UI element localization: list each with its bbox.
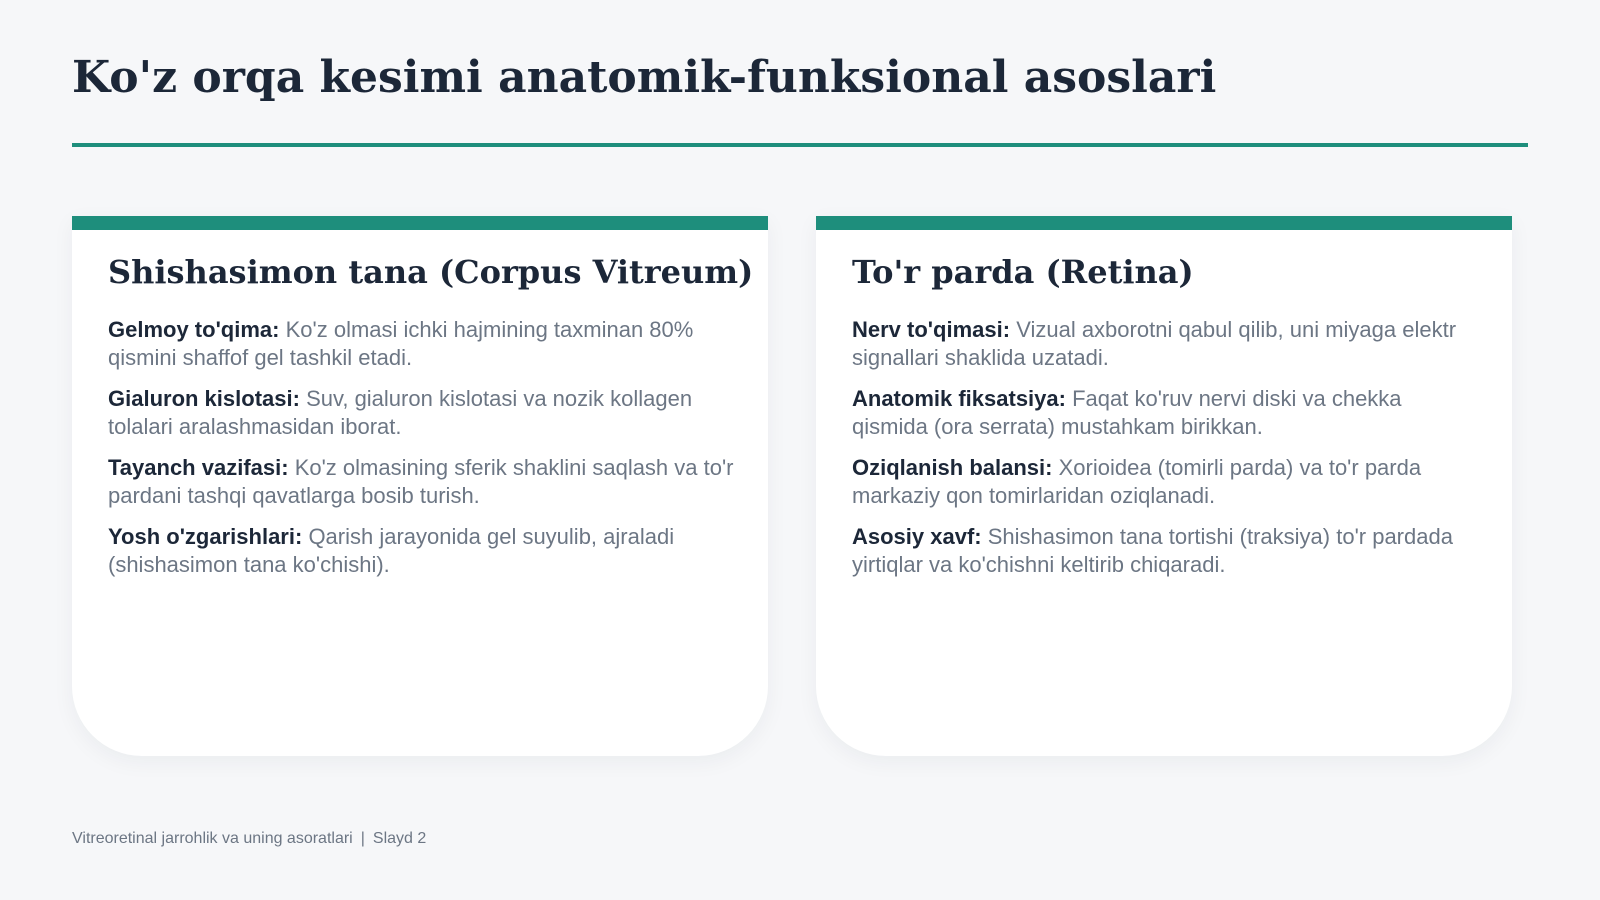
item-label: Yosh o'zgarishlari: <box>108 524 303 549</box>
list-item <box>852 454 1482 510</box>
item-label: Anatomik fiksatsiya: <box>852 386 1066 411</box>
slide-footer <box>72 828 426 850</box>
item-text: Xorioidea (tomirli parda) va to'r parda markaziy qon tomirlaridan oziqlanadi. <box>852 455 1422 508</box>
item-text: Ko'z olmasi ichki hajmining taxminan 80% qismini shaffof gel tashkil etadi. <box>108 317 694 370</box>
card-item-list <box>108 316 738 592</box>
item-text: Vizual axborotni qabul qilib, uni miyaga elektr signallari shaklida uzatadi. <box>852 317 1457 370</box>
title-divider <box>72 143 1528 147</box>
item-text: Faqat ko'ruv nervi diski va chekka qismida (ora serrata) mustahkam birikkan. <box>852 386 1402 439</box>
card-accent-bar <box>72 216 768 230</box>
card-title: Shishasimon tana (Corpus Vitreum) <box>108 253 754 291</box>
card-item-list <box>852 316 1482 592</box>
card-retina <box>816 216 1512 756</box>
item-text: Qarish jarayonida gel suyulib, ajraladi (shishasimon tana ko'chishi). <box>108 524 675 577</box>
card-title: To'r parda (Retina) <box>852 253 1194 291</box>
item-text: Suv, gialuron kislotasi va nozik kollagen tolalari aralashmasidan iborat. <box>108 386 693 439</box>
item-label: Nerv to'qimasi: <box>852 317 1011 342</box>
item-label: Gelmoy to'qima: <box>108 317 280 342</box>
item-label: Oziqlanish balansi: <box>852 455 1053 480</box>
list-item <box>108 454 738 510</box>
slide-number: Slayd 2 <box>372 830 427 847</box>
list-item <box>852 316 1482 372</box>
footer-course-title: Vitreoretinal jarrohlik va uning asoratlari <box>72 830 353 847</box>
list-item <box>108 523 738 579</box>
slide-title: Ko'z orqa kesimi anatomik-funksional asoslari <box>72 52 1217 103</box>
card-corpus-vitreum <box>72 216 768 756</box>
item-label: Tayanch vazifasi: <box>108 455 289 480</box>
item-label: Asosiy xavf: <box>852 524 982 549</box>
item-label: Gialuron kislotasi: <box>108 386 300 411</box>
list-item <box>852 385 1482 441</box>
list-item <box>108 316 738 372</box>
item-text: Shishasimon tana tortishi (traksiya) to'r pardada yirtiqlar va ko'chishni keltirib chiqaradi. <box>852 524 1453 577</box>
list-item <box>108 385 738 441</box>
list-item <box>852 523 1482 579</box>
item-text: Ko'z olmasining sferik shaklini saqlash va to'r pardani tashqi qavatlarga bosib turish. <box>108 455 734 508</box>
footer-separator: | <box>360 830 365 847</box>
card-accent-bar <box>816 216 1512 230</box>
